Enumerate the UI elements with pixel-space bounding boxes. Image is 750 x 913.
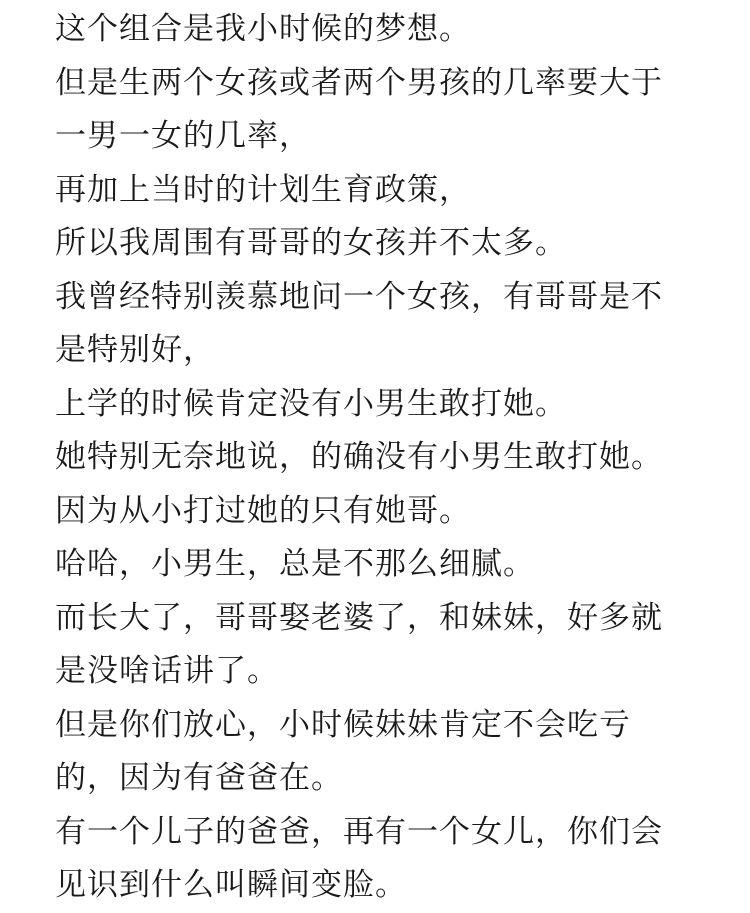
text-line: 因为从小打过她的只有她哥。 xyxy=(55,492,471,529)
text-line: 所以我周围有哥哥的女孩并不太多。 xyxy=(55,225,567,261)
text-line: 见识到什么叫瞬间变脸。 xyxy=(55,867,407,903)
text-line: 这个组合是我小时候的梦想。 xyxy=(55,11,471,47)
text-line: 有一个儿子的爸爸，再有一个女儿，你们会 xyxy=(55,813,663,850)
text-line: 但是你们放心，小时候妹妹肯定不会吃亏 xyxy=(55,706,631,743)
text-line: 一男一女的几率， xyxy=(55,118,311,154)
text-line: 但是生两个女孩或者两个男孩的几率要大于 xyxy=(55,64,663,101)
text-line: 她特别无奈地说，的确没有小男生敢打她。 xyxy=(55,439,663,475)
text-line: 是没啥话讲了。 xyxy=(55,653,279,689)
text-line: 上学的时候肯定没有小男生敢打她。 xyxy=(55,385,567,422)
text-line: 是特别好， xyxy=(55,332,215,368)
text-line: 再加上当时的计划生育政策， xyxy=(55,171,471,208)
text-line: 我曾经特别羡慕地问一个女孩，有哥哥是不 xyxy=(55,278,663,315)
text-line: 而长大了，哥哥娶老婆了，和妹妹，好多就 xyxy=(55,599,663,636)
text-line: 哈哈，小男生，总是不那么细腻。 xyxy=(55,546,535,582)
text-line: 的，因为有爸爸在。 xyxy=(55,760,343,796)
